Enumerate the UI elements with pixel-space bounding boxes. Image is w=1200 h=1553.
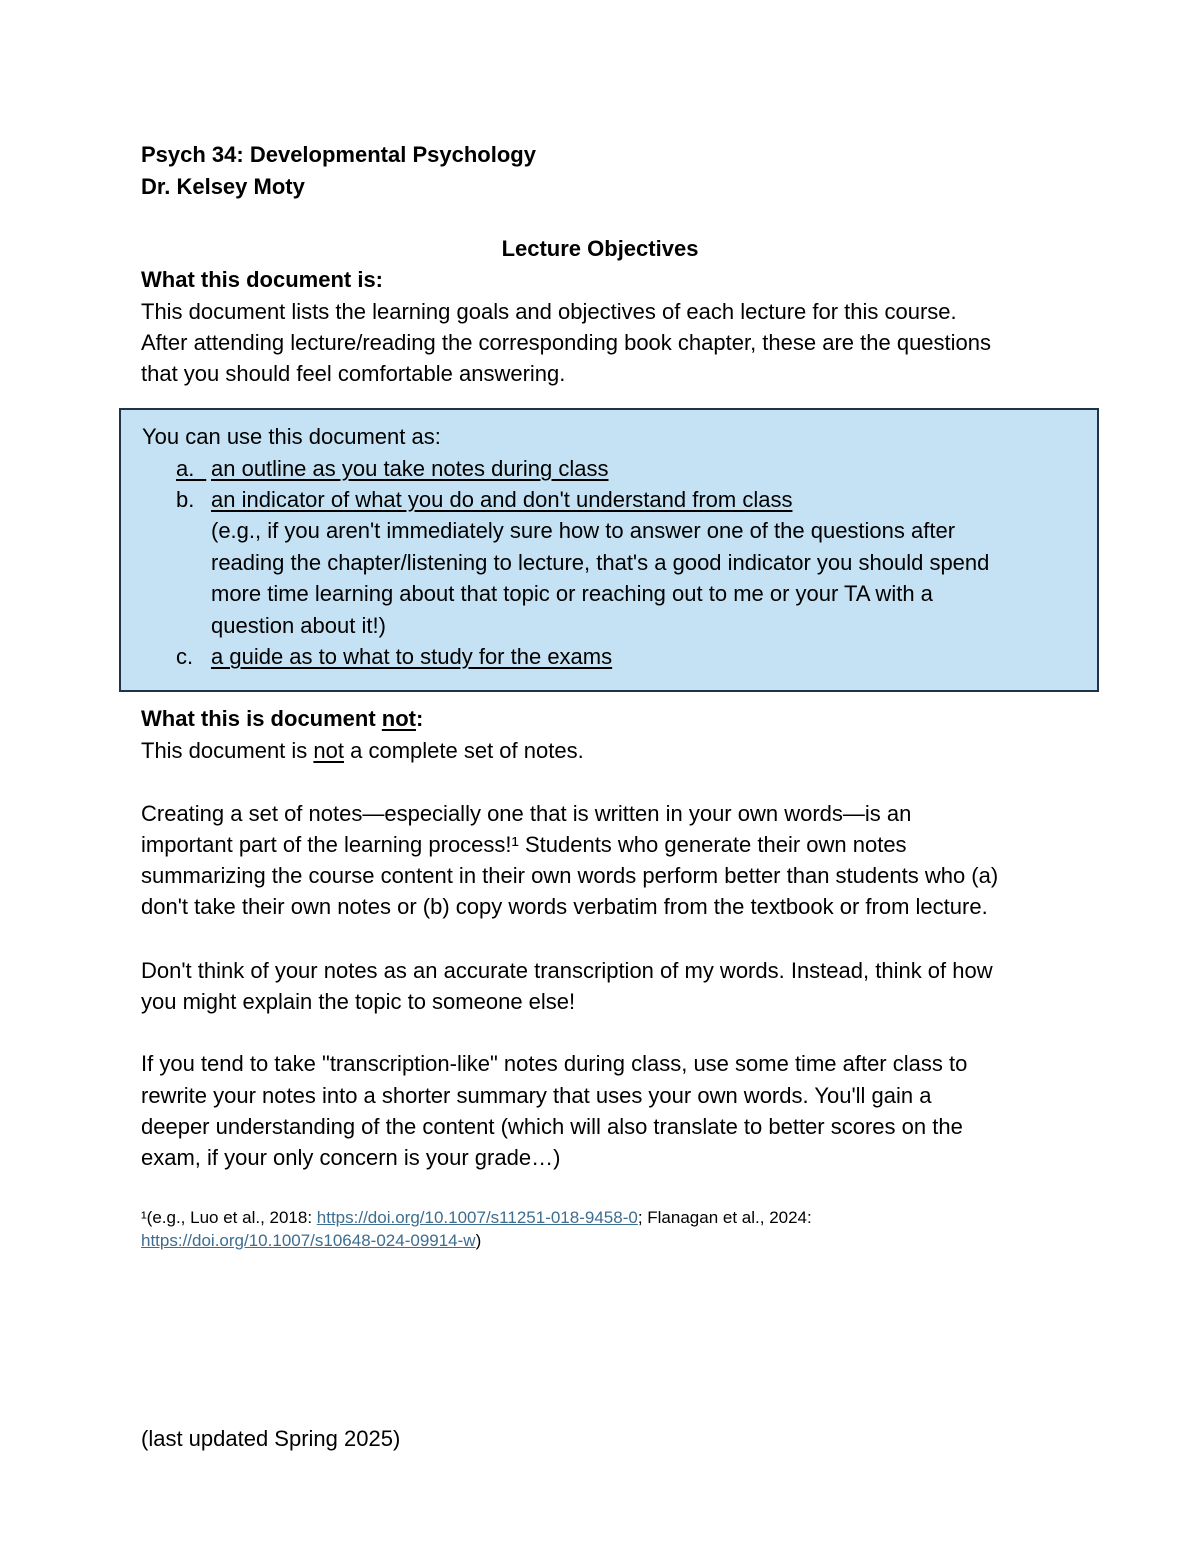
paragraph-line: you might explain the topic to someone else! bbox=[141, 989, 576, 1014]
paragraph-line: don't take their own notes or (b) copy words verbatim from the textbook or from lecture. bbox=[141, 894, 988, 919]
footnote-continued: https://doi.org/10.1007/s10648-024-09914-w) bbox=[141, 1231, 482, 1250]
section-heading-not: What this is document not: bbox=[141, 706, 424, 731]
paragraph-line: Don't think of your notes as an accurate transcription of my words. Instead, think of how bbox=[141, 958, 993, 983]
callout-item-detail: more time learning about that topic or reaching out to me or your TA with a bbox=[211, 581, 933, 606]
list-marker: a. bbox=[176, 456, 195, 481]
last-updated-note: (last updated Spring 2025) bbox=[141, 1426, 401, 1451]
intro-line: that you should feel comfortable answering. bbox=[141, 361, 566, 386]
emphasis-not: not bbox=[313, 738, 344, 763]
callout-item-detail: question about it!) bbox=[211, 613, 386, 638]
not-notes-line: This document is not a complete set of notes. bbox=[141, 738, 584, 763]
paragraph-line: If you tend to take "transcription-like" notes during class, use some time after class to bbox=[141, 1051, 968, 1076]
callout-item-study-guide: a guide as to what to study for the exams bbox=[211, 644, 613, 669]
callout-item-outline: an outline as you take notes during class bbox=[211, 456, 609, 481]
intro-line: This document lists the learning goals and objectives of each lecture for this course. bbox=[141, 299, 957, 324]
footnote: ¹(e.g., Luo et al., 2018: https://doi.org/10.1007/s11251-018-9458-0; Flanagan et al., 2024: bbox=[141, 1208, 812, 1227]
intro-line: After attending lecture/reading the corresponding book chapter, these are the questions bbox=[141, 330, 992, 355]
course-title: Psych 34: Developmental Psychology bbox=[141, 142, 536, 167]
callout-item-detail: (e.g., if you aren't immediately sure how to answer one of the questions after bbox=[211, 518, 956, 543]
list-marker-underline-gap bbox=[194, 453, 212, 484]
section-heading-is: What this document is: bbox=[141, 267, 383, 292]
paragraph-line: important part of the learning process!¹ Students who generate their own notes bbox=[141, 832, 907, 857]
list-marker: c. bbox=[176, 644, 194, 669]
instructor-name: Dr. Kelsey Moty bbox=[141, 174, 305, 199]
paragraph-line: exam, if your only concern is your grade…) bbox=[141, 1145, 561, 1170]
paragraph-line: rewrite your notes into a shorter summary that uses your own words. You'll gain a bbox=[141, 1083, 932, 1108]
list-marker: b. bbox=[176, 487, 195, 512]
callout-item-detail: reading the chapter/listening to lecture, that's a good indicator you should spend bbox=[211, 550, 990, 575]
paragraph-line: Creating a set of notes—especially one that is written in your own words—is an bbox=[141, 801, 912, 826]
paragraph-line: summarizing the course content in their own words perform better than students who (a) bbox=[141, 863, 999, 888]
document-title: Lecture Objectives bbox=[501, 236, 699, 261]
doi-link-flanagan[interactable]: https://doi.org/10.1007/s10648-024-09914-w bbox=[141, 1231, 476, 1250]
paragraph-line: deeper understanding of the content (which will also translate to better scores on the bbox=[141, 1114, 963, 1139]
doi-link-luo[interactable]: https://doi.org/10.1007/s11251-018-9458-0 bbox=[316, 1208, 638, 1227]
emphasis-not: not bbox=[381, 706, 416, 731]
callout-item-indicator: an indicator of what you do and don't understand from class bbox=[211, 487, 793, 512]
callout-intro: You can use this document as: bbox=[142, 424, 441, 449]
